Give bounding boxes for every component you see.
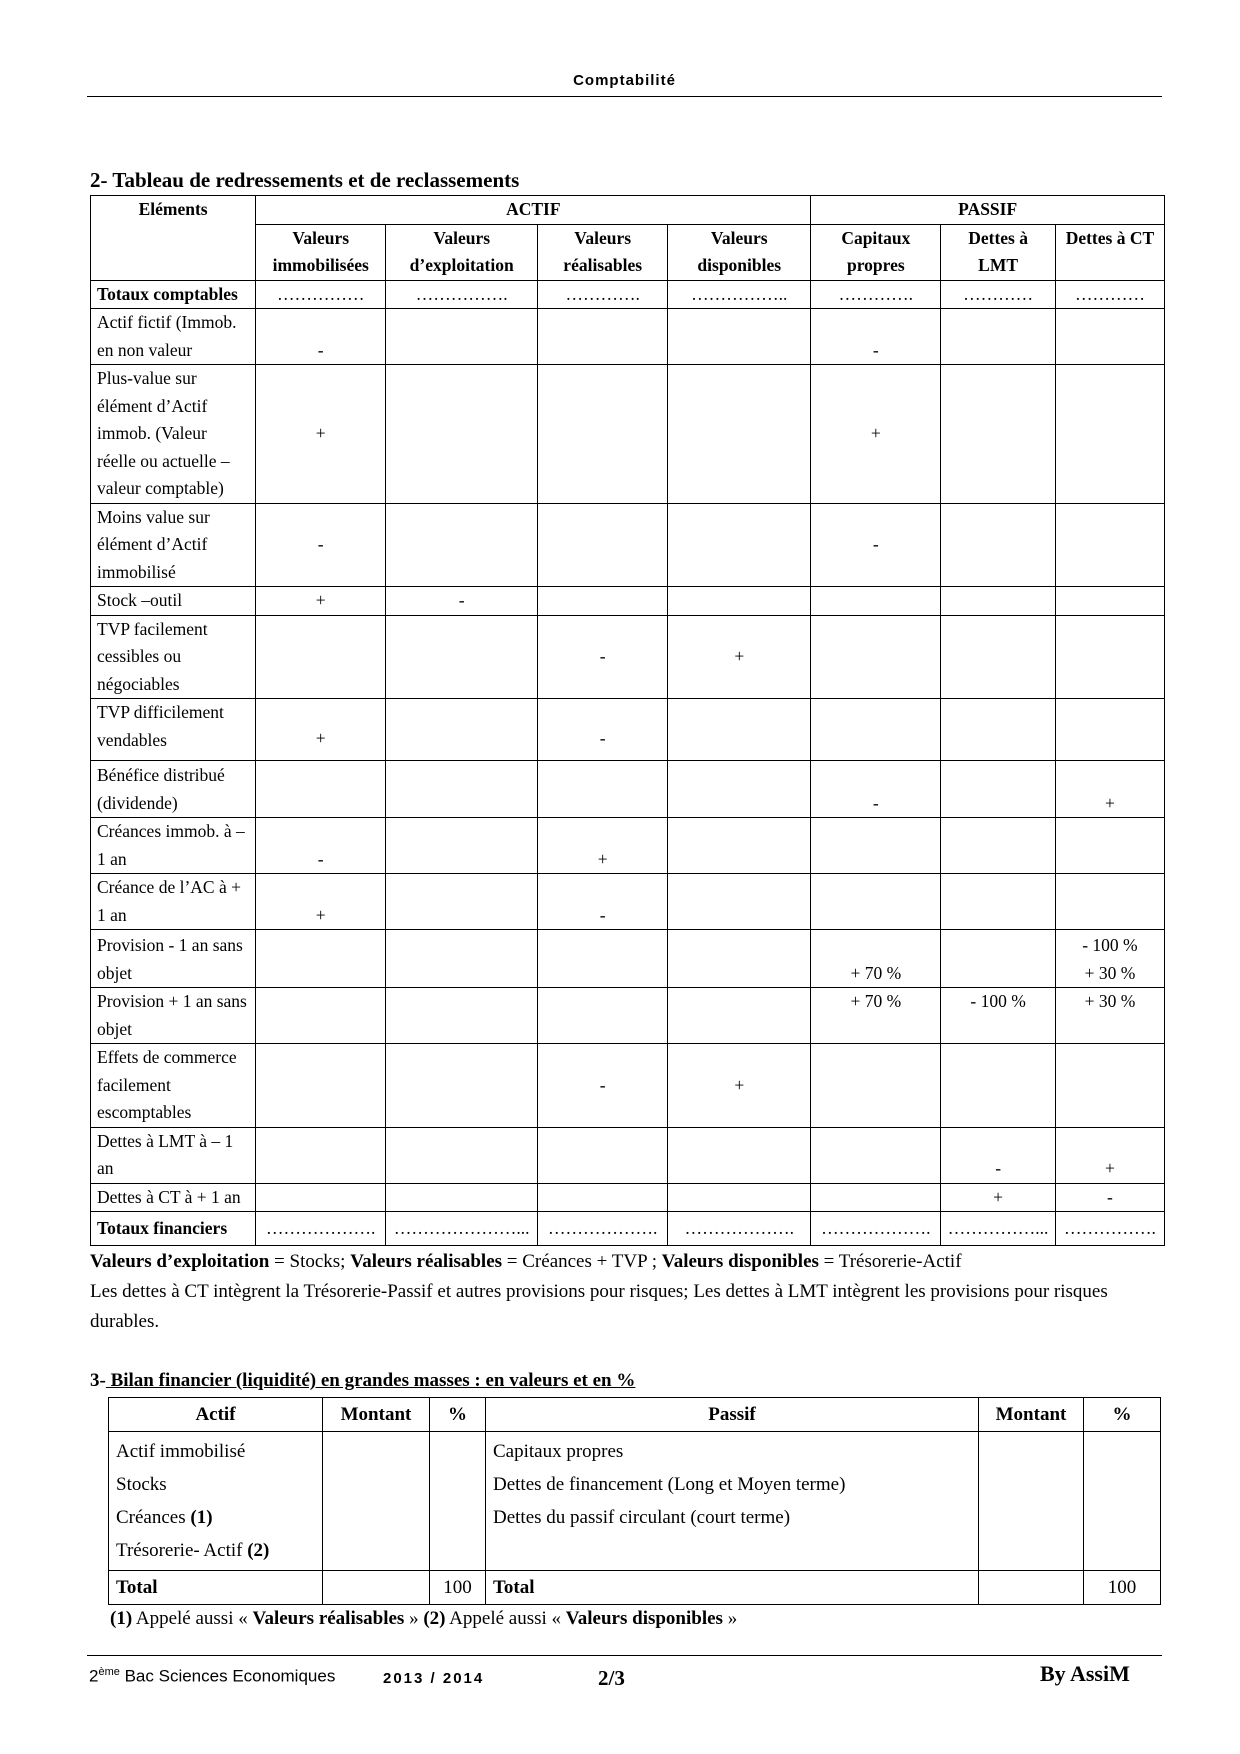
cell: ………………. xyxy=(538,1212,668,1246)
table-row xyxy=(91,761,1165,818)
section-3-number: 3- xyxy=(90,1370,106,1391)
col-header: Valeurs immobilisées xyxy=(256,224,386,280)
footer-level-number: 2 xyxy=(89,1666,99,1686)
table-row xyxy=(91,988,1165,1044)
actif-item xyxy=(116,1534,315,1567)
table-row xyxy=(91,818,1165,874)
cell xyxy=(941,503,1056,587)
cell xyxy=(538,761,668,818)
cell xyxy=(1055,930,1164,988)
passif-item: Dettes de financement (Long et Moyen terme) xyxy=(493,1474,846,1495)
cell xyxy=(941,365,1056,504)
table-row xyxy=(91,699,1165,761)
cell xyxy=(668,365,811,504)
row-label: Plus-value sur élément d’Actif immob. (Valeur réelle ou actuelle – valeur comptable) xyxy=(91,365,256,504)
cell: + xyxy=(256,699,386,761)
header-passif: Passif xyxy=(486,1398,979,1432)
table-row xyxy=(91,615,1165,699)
section-3-title xyxy=(90,1370,635,1392)
cell xyxy=(668,988,811,1044)
cell xyxy=(256,930,386,988)
cell xyxy=(668,309,811,365)
footer-level xyxy=(89,1666,335,1687)
footer-divider xyxy=(87,1655,1162,1656)
note-text: = Créances + TVP ; xyxy=(502,1251,662,1272)
cell xyxy=(941,761,1056,818)
cell xyxy=(1055,503,1164,587)
cell: - 100 % xyxy=(941,988,1056,1044)
redressements-table xyxy=(90,195,1165,1246)
cell: + xyxy=(256,874,386,930)
footnote-text: Appelé aussi « xyxy=(132,1608,253,1629)
cell: ………… xyxy=(1055,280,1164,309)
row-label: Créances immob. à – 1 an xyxy=(91,818,256,874)
passif-item: Dettes du passif circulant (court terme) xyxy=(493,1507,791,1528)
cell xyxy=(1055,699,1164,761)
col-header: Valeurs disponibles xyxy=(668,224,811,280)
header-pct: % xyxy=(1084,1398,1161,1432)
page-header-title: Comptabilité xyxy=(573,72,676,89)
cell xyxy=(1055,587,1164,616)
cell xyxy=(538,503,668,587)
cell xyxy=(668,818,811,874)
cell xyxy=(538,587,668,616)
cell: …………….. xyxy=(668,280,811,309)
cell: …………. xyxy=(811,280,941,309)
row-label: Dettes à CT à + 1 an xyxy=(91,1183,256,1212)
actif-item-label: Trésorerie- Actif xyxy=(116,1540,248,1561)
footer-level-suffix: ème xyxy=(98,1666,120,1678)
note-term: Valeurs réalisables xyxy=(350,1251,503,1272)
cell xyxy=(386,365,538,504)
actif-items xyxy=(109,1432,323,1571)
cell xyxy=(386,930,538,988)
cell xyxy=(386,761,538,818)
actif-item xyxy=(116,1501,315,1534)
cell xyxy=(386,309,538,365)
table-row xyxy=(91,365,1165,504)
cell xyxy=(941,930,1056,988)
cell: …………… xyxy=(256,280,386,309)
header-pct: % xyxy=(430,1398,486,1432)
cell: + xyxy=(538,818,668,874)
header-passif: PASSIF xyxy=(811,196,1165,225)
cell: …………………... xyxy=(386,1212,538,1246)
footer-year: 2013 / 2014 xyxy=(383,1670,485,1687)
note-line-2: Les dettes à CT intègrent la Trésorerie-Passif et autres provisions pour risques; Les dettes à LMT intègrent les provisions pour risques durables. xyxy=(90,1281,1108,1332)
cell xyxy=(941,818,1056,874)
cell xyxy=(256,761,386,818)
cell xyxy=(941,874,1056,930)
row-label: Totaux comptables xyxy=(91,280,256,309)
cell: - xyxy=(538,874,668,930)
table-footnote xyxy=(110,1608,737,1630)
row-label: TVP difficilement vendables xyxy=(91,699,256,761)
total-pct: 100 xyxy=(1084,1571,1161,1605)
cell: …………. xyxy=(538,280,668,309)
cell: ………………. xyxy=(811,1212,941,1246)
footnote-marker: (2) xyxy=(423,1608,446,1629)
row-label: Bénéfice distribué (dividende) xyxy=(91,761,256,818)
cell xyxy=(386,988,538,1044)
row-label: Effets de commerce facilement escomptables xyxy=(91,1044,256,1128)
row-label: Créance de l’AC à + 1 an xyxy=(91,874,256,930)
footnote-term: Valeurs réalisables xyxy=(252,1608,405,1629)
cell xyxy=(1055,1044,1164,1128)
table-row xyxy=(91,280,1165,309)
cell xyxy=(386,615,538,699)
cell xyxy=(256,1044,386,1128)
table-row xyxy=(91,1127,1165,1183)
cell xyxy=(538,1127,668,1183)
cell-line: - 100 % xyxy=(1082,935,1138,955)
cell xyxy=(386,874,538,930)
cell: - xyxy=(538,615,668,699)
cell: + xyxy=(668,615,811,699)
cell xyxy=(941,699,1056,761)
table-row xyxy=(91,1183,1165,1212)
cell: + 70 % xyxy=(811,988,941,1044)
cell xyxy=(811,1183,941,1212)
cell xyxy=(668,930,811,988)
passif-montant-cell xyxy=(979,1432,1084,1571)
actif-item-label: Créances xyxy=(116,1507,191,1528)
section-3-heading: Bilan financier (liquidité) en grandes masses : en valeurs et en % xyxy=(105,1370,636,1391)
cell: + xyxy=(256,365,386,504)
cell xyxy=(811,874,941,930)
cell xyxy=(811,587,941,616)
cell xyxy=(538,309,668,365)
col-header: Dettes à CT xyxy=(1055,224,1164,280)
cell: - xyxy=(941,1127,1056,1183)
bilan-financier-table xyxy=(108,1397,1161,1605)
cell xyxy=(1055,309,1164,365)
cell: + xyxy=(811,365,941,504)
cell: - xyxy=(538,699,668,761)
row-label: Provision - 1 an sans objet xyxy=(91,930,256,988)
table-row xyxy=(91,1212,1165,1246)
table-row xyxy=(91,874,1165,930)
cell: ………………. xyxy=(256,1212,386,1246)
cell xyxy=(941,309,1056,365)
cell xyxy=(668,587,811,616)
cell: ………… xyxy=(941,280,1056,309)
total-label: Total xyxy=(109,1571,323,1605)
table-row xyxy=(109,1432,1161,1571)
actif-item: Stocks xyxy=(116,1474,167,1495)
row-label: Moins value sur élément d’Actif immobilisé xyxy=(91,503,256,587)
row-label: Provision + 1 an sans objet xyxy=(91,988,256,1044)
footnote-marker: (1) xyxy=(110,1608,133,1629)
cell: - xyxy=(811,309,941,365)
cell xyxy=(386,818,538,874)
footnote-text: » xyxy=(722,1608,738,1629)
footer-level-text: Bac Sciences Economiques xyxy=(119,1666,336,1686)
cell: - xyxy=(256,309,386,365)
header-montant: Montant xyxy=(979,1398,1084,1432)
cell xyxy=(386,503,538,587)
footnote-text: » xyxy=(404,1608,424,1629)
passif-items xyxy=(486,1432,979,1571)
cell xyxy=(668,503,811,587)
total-montant xyxy=(323,1571,430,1605)
cell xyxy=(668,699,811,761)
table-row xyxy=(91,587,1165,616)
cell xyxy=(1055,365,1164,504)
actif-pct-cell xyxy=(430,1432,486,1571)
row-label: TVP facilement cessibles ou négociables xyxy=(91,615,256,699)
col-header: Valeurs d’exploitation xyxy=(386,224,538,280)
actif-montant-cell xyxy=(323,1432,430,1571)
table-row xyxy=(91,309,1165,365)
cell: - xyxy=(1055,1183,1164,1212)
col-header: Dettes à LMT xyxy=(941,224,1056,280)
cell: - xyxy=(386,587,538,616)
section-2-title: 2- Tableau de redressements et de reclassements xyxy=(90,168,520,192)
cell xyxy=(256,615,386,699)
header-divider xyxy=(87,96,1162,97)
cell xyxy=(811,1127,941,1183)
cell: ………………. xyxy=(668,1212,811,1246)
footer-page-number: 2/3 xyxy=(598,1666,625,1690)
cell: + xyxy=(1055,1127,1164,1183)
cell xyxy=(1055,874,1164,930)
cell xyxy=(256,1127,386,1183)
cell xyxy=(538,988,668,1044)
footnote-text: Appelé aussi « xyxy=(445,1608,566,1629)
cell xyxy=(941,1044,1056,1128)
header-actif: ACTIF xyxy=(256,196,811,225)
cell xyxy=(386,1044,538,1128)
cell: + xyxy=(668,1044,811,1128)
total-label: Total xyxy=(486,1571,979,1605)
header-elements: Eléments xyxy=(91,196,256,281)
cell xyxy=(941,615,1056,699)
total-pct: 100 xyxy=(430,1571,486,1605)
cell: - xyxy=(538,1044,668,1128)
footnote-marker: (2) xyxy=(247,1540,270,1561)
note-line-1 xyxy=(90,1247,1170,1277)
cell: + 70 % xyxy=(811,930,941,988)
cell xyxy=(256,988,386,1044)
cell-line: + 30 % xyxy=(1084,962,1136,983)
header-montant: Montant xyxy=(323,1398,430,1432)
cell: - xyxy=(811,503,941,587)
cell: - xyxy=(811,761,941,818)
cell: + 30 % xyxy=(1055,988,1164,1044)
cell xyxy=(811,615,941,699)
cell: + xyxy=(1055,761,1164,818)
cell: ……………. xyxy=(1055,1212,1164,1246)
table-row xyxy=(91,503,1165,587)
table-notes xyxy=(90,1247,1170,1337)
cell: - xyxy=(256,503,386,587)
col-header: Valeurs réalisables xyxy=(538,224,668,280)
table-row xyxy=(91,1044,1165,1128)
note-term: Valeurs d’exploitation xyxy=(90,1251,270,1272)
cell xyxy=(811,818,941,874)
cell xyxy=(256,1183,386,1212)
cell xyxy=(538,1183,668,1212)
passif-item: Capitaux propres xyxy=(493,1441,624,1462)
row-label: Dettes à LMT à – 1 an xyxy=(91,1127,256,1183)
cell xyxy=(941,587,1056,616)
cell xyxy=(538,930,668,988)
note-term: Valeurs disponibles xyxy=(661,1251,819,1272)
cell xyxy=(668,1183,811,1212)
cell xyxy=(386,1127,538,1183)
footer-author: By AssiM xyxy=(1040,1661,1130,1686)
cell xyxy=(386,699,538,761)
footnote-marker: (1) xyxy=(190,1507,213,1528)
cell xyxy=(811,699,941,761)
table-row xyxy=(91,930,1165,988)
cell: ……………. xyxy=(386,280,538,309)
cell xyxy=(1055,818,1164,874)
note-text: = Stocks; xyxy=(269,1251,351,1272)
total-row xyxy=(109,1571,1161,1605)
cell xyxy=(811,1044,941,1128)
row-label: Totaux financiers xyxy=(91,1212,256,1246)
cell: + xyxy=(256,587,386,616)
actif-item: Actif immobilisé xyxy=(116,1441,246,1462)
cell: - xyxy=(256,818,386,874)
cell xyxy=(386,1183,538,1212)
passif-pct-cell xyxy=(1084,1432,1161,1571)
footnote-term: Valeurs disponibles xyxy=(565,1608,723,1629)
cell xyxy=(1055,615,1164,699)
row-label: Actif fictif (Immob. en non valeur xyxy=(91,309,256,365)
cell xyxy=(538,365,668,504)
row-label: Stock –outil xyxy=(91,587,256,616)
cell xyxy=(668,761,811,818)
cell: ……………... xyxy=(941,1212,1056,1246)
header-actif: Actif xyxy=(109,1398,323,1432)
cell xyxy=(668,874,811,930)
cell: + xyxy=(941,1183,1056,1212)
cell xyxy=(668,1127,811,1183)
total-montant xyxy=(979,1571,1084,1605)
col-header: Capitaux propres xyxy=(811,224,941,280)
note-text: = Trésorerie-Actif xyxy=(818,1251,962,1272)
